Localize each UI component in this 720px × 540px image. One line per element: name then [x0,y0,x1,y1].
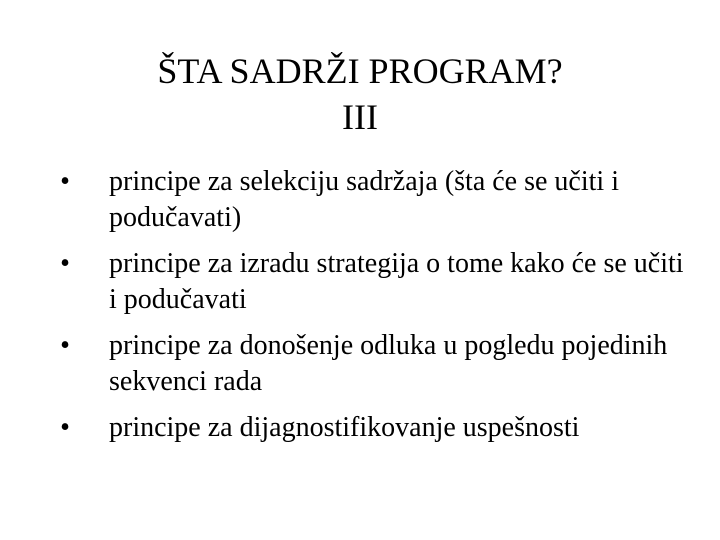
bullet-list [55,164,695,456]
slide-title [0,48,720,140]
bullet-text: principe za dijagnostifikovanje uspešnosti [109,412,580,443]
bullet-text: principe za izradu strategija o tome kako će se učiti i podučavati [109,248,684,315]
bullet-dot-icon: • [60,412,70,443]
bullet-item-decisions [55,328,695,400]
bullet-dot-icon: • [60,166,70,197]
bullet-text: principe za selekciju sadržaja (šta će se učiti i podučavati) [109,166,619,233]
slide-title-line-2: III [342,97,378,137]
bullet-item-selection [55,164,695,236]
bullet-item-diagnostics [55,410,695,446]
slide-title-line-1: ŠTA SADRŽI PROGRAM? [157,51,563,91]
bullet-item-strategy [55,246,695,318]
bullet-dot-icon: • [60,330,70,361]
bullet-dot-icon: • [60,248,70,279]
bullet-text: principe za donošenje odluka u pogledu pojedinih sekvenci rada [109,330,668,397]
